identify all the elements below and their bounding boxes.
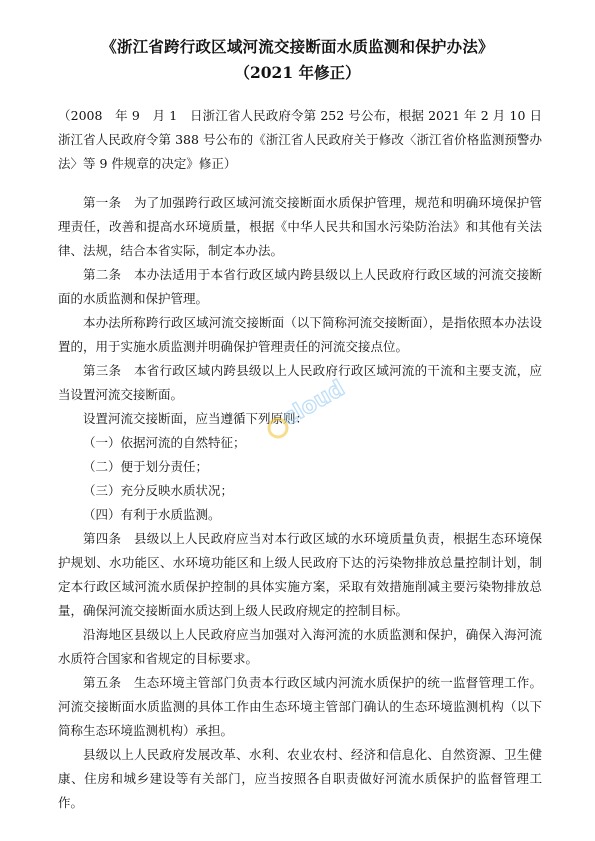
principles-intro: 设置河流交接断面，应当遵循下列原则： — [83, 411, 309, 426]
document-title: 《浙江省跨行政区域河流交接断面水质监测和保护办法》 — [101, 37, 494, 56]
cloud-watermark-logo — [258, 374, 368, 454]
principle-item-3: （三）充分反映水质状况； — [83, 483, 234, 498]
watermark-ring-icon — [269, 419, 287, 437]
article-4: 第四条 县级以上人民政府应当对本行政区域的水环境质量负责，根据生态环境保护规划、水功能区、水环境功能区和上级人民政府下达的污染物排放总量控制计划，制定本行政区域河流水质保护控制的具体实施方案，采取有效措施削减主要污染物排放总量，确保河流交接断面水质达到上级人民政府规定的控制目标。 — [58, 531, 542, 618]
article-1: 第一条 为了加强跨行政区域河流交接断面水质保护管理，规范和明确环境保护管理责任，改善和提高水环境质量，根据《中华人民共和国水污染防治法》和其他有关法律、法规，结合本省实际，制定本办法。 — [58, 195, 542, 258]
document-preamble: （2008 年 9 月 1 日浙江省人民政府令第 252 号公布，根据 2021 年 2 月 10 日浙江省人民政府令第 388 号公布的《浙江省人民政府关于修改〈浙江省价格监测预警办法〉等 9 件规章的决定》修正） — [58, 108, 542, 171]
principle-item-1: （一）依据河流的自然特征； — [83, 435, 246, 450]
article-5: 第五条 生态环境主管部门负责本行政区域内河流水质保护的统一监督管理工作。河流交接断面水质监测的具体工作由生态环境主管部门确认的生态环境监测机构（以下简称生态环境监测机构）承担。 — [58, 675, 542, 738]
watermark-text: cloud — [278, 375, 350, 432]
article-2: 第二条 本办法适用于本省行政区域内跨县级以上人民政府行政区域的河流交接断面的水质监测和保护管理。 — [58, 267, 542, 306]
article-5-departments: 县级以上人民政府发展改革、水利、农业农村、经济和信息化、自然资源、卫生健康、住房和城乡建设等有关部门，应当按照各自职责做好河流水质保护的监督管理工作。 — [58, 747, 542, 810]
article-3: 第三条 本省行政区域内跨县级以上人民政府行政区域河流的干流和主要支流，应当设置河流交接断面。 — [58, 363, 542, 402]
document-subtitle: （2021 年修正） — [234, 63, 361, 82]
document-body — [58, 191, 542, 815]
article-2-definition: 本办法所称跨行政区域河流交接断面（以下简称河流交接断面），是指依照本办法设置的，用于实施水质监测并明确保护管理责任的河流交接点位。 — [58, 315, 542, 354]
article-4-coastal: 沿海地区县级以上人民政府应当加强对入海河流的水质监测和保护，确保入海河流水质符合国家和省规定的目标要求。 — [58, 627, 542, 666]
principle-item-2: （二）便于划分责任； — [83, 459, 209, 474]
principle-item-4: （四）有利于水质监测。 — [83, 507, 221, 522]
